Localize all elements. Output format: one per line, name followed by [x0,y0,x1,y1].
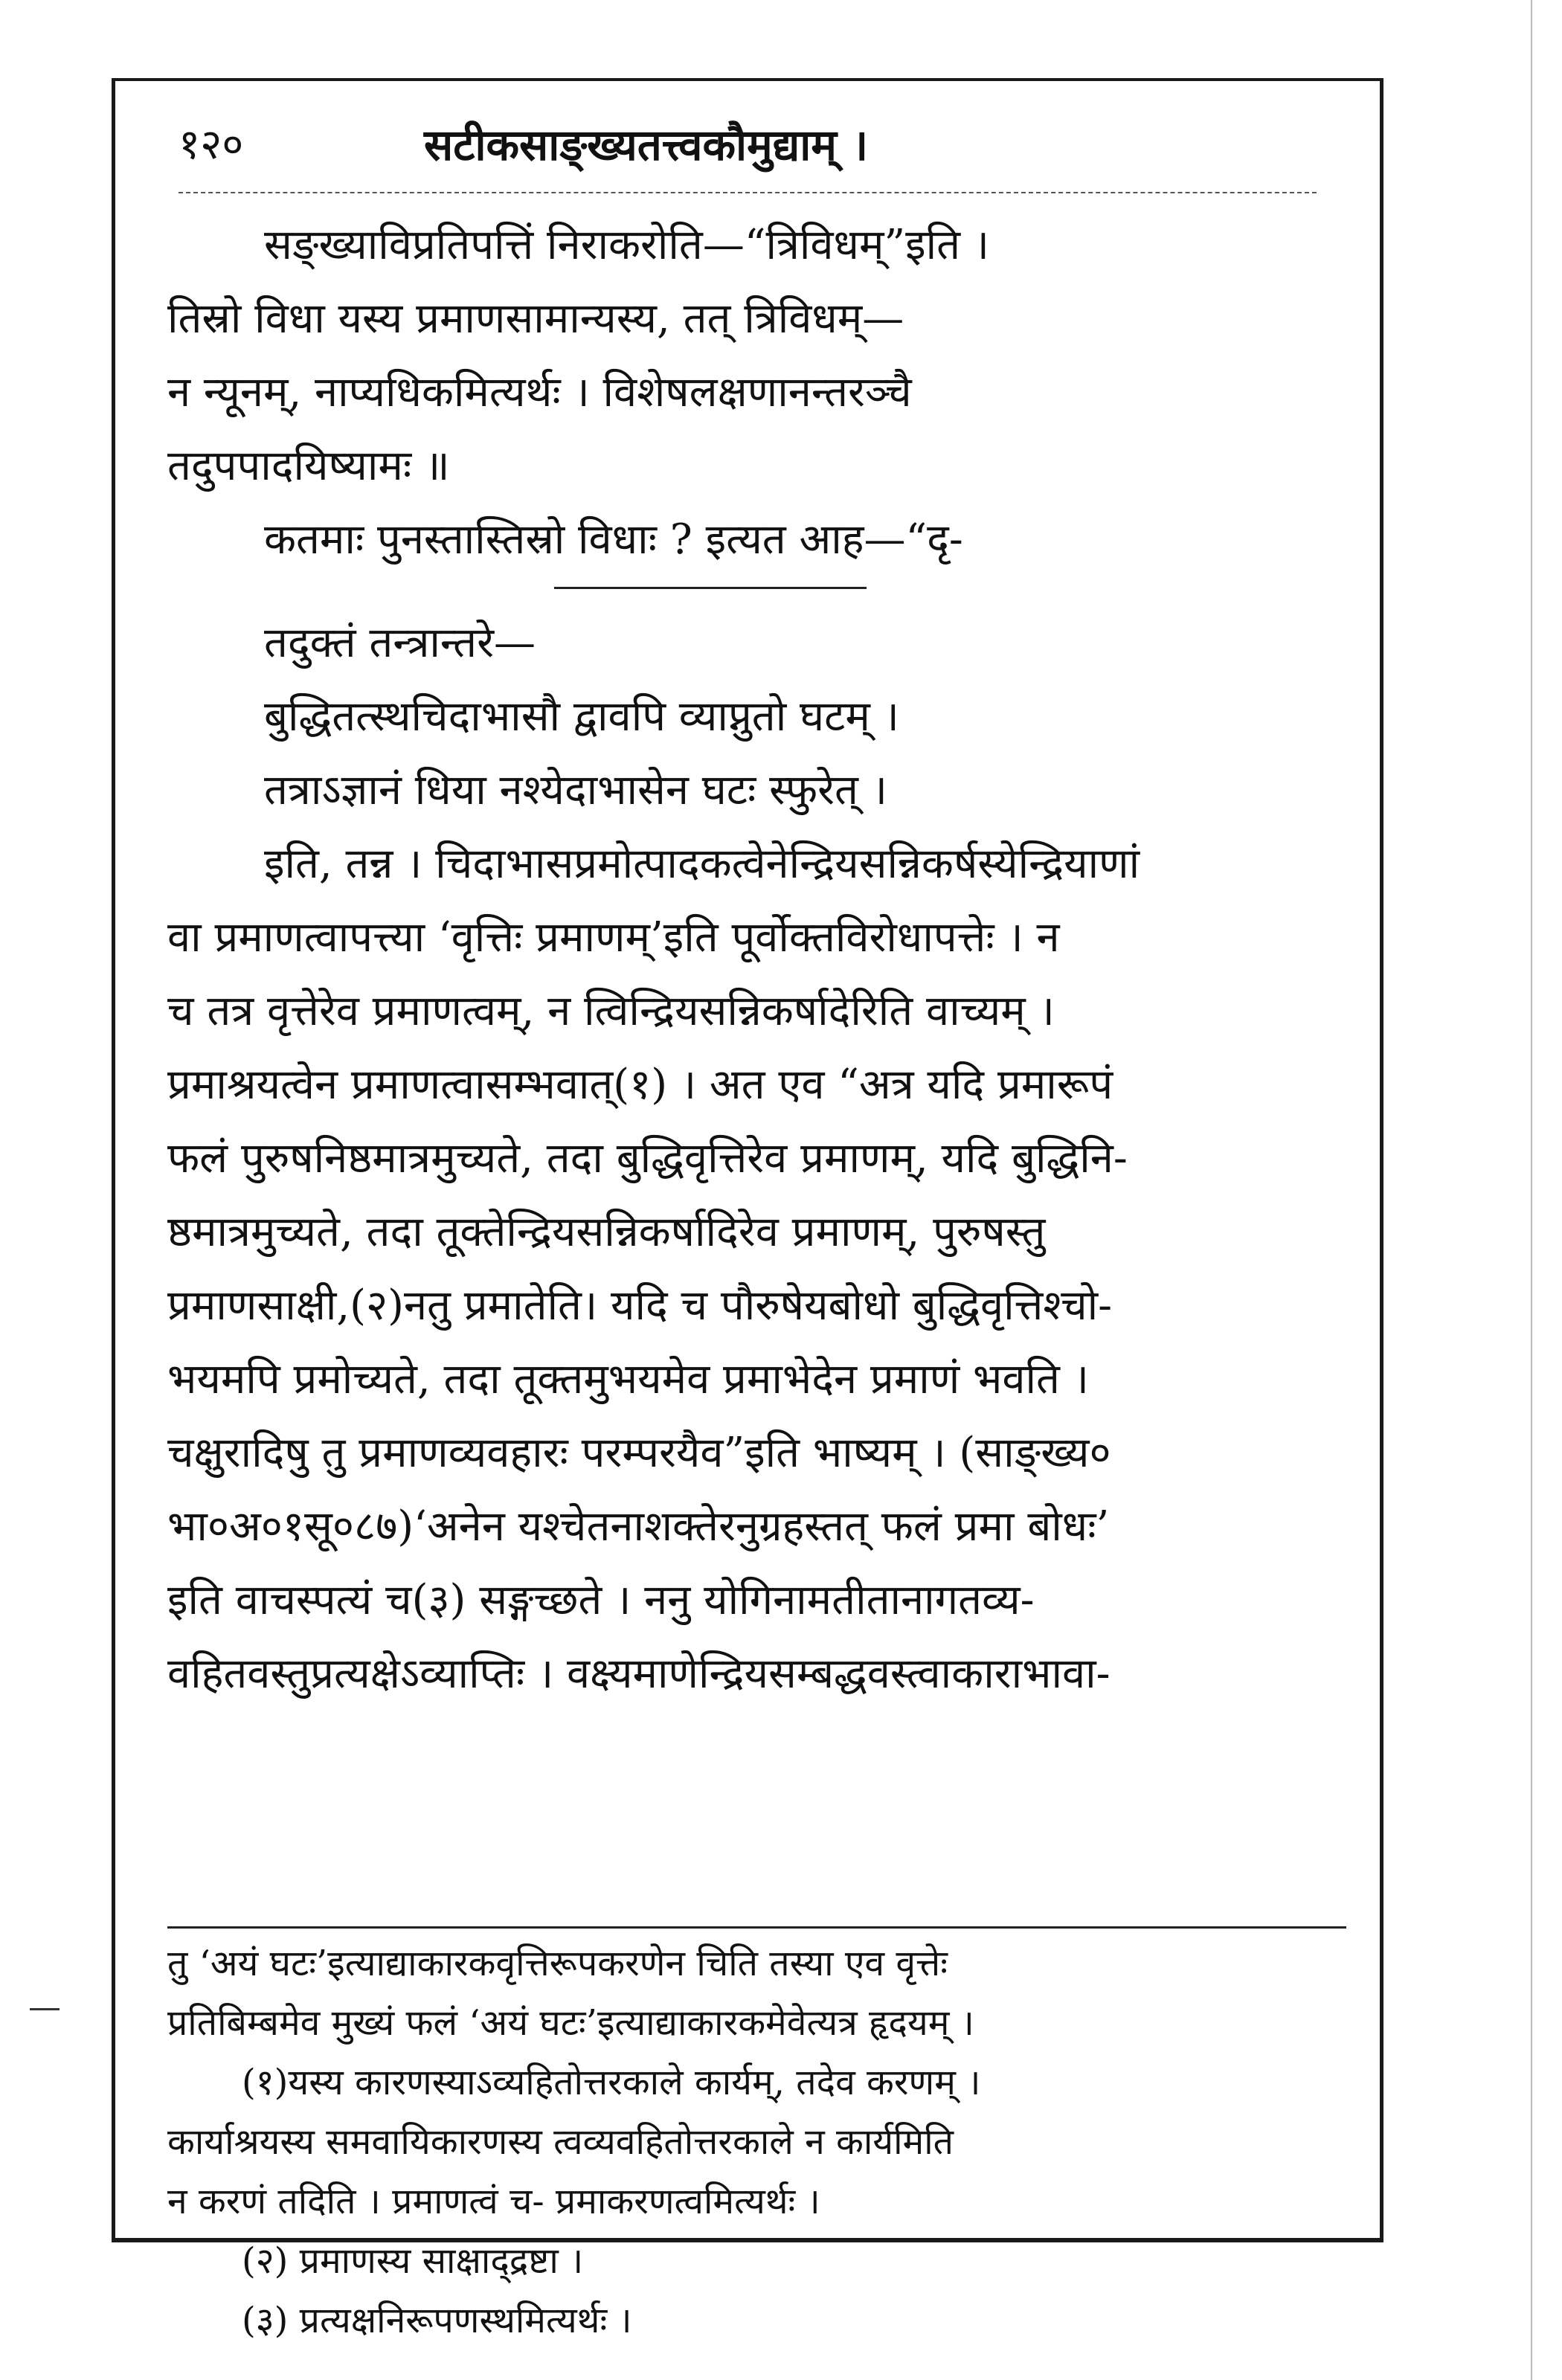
page-header [179,112,1317,178]
main-line: सङ्ख्याविप्रतिपत्तिं निराकरोति—“त्रिविधम्”इति । [264,221,990,269]
footnote-3: (३) प्रत्यक्षनिरूपणस्थमित्यर्थः । [242,2300,632,2341]
margin-mark [30,2008,60,2010]
commentary-line: वहितवस्तुप्रत्यक्षेऽव्याप्तिः । वक्ष्यमाणेन्द्रियसम्बद्धवस्त्वाकाराभावा- [167,1650,1111,1698]
commentary-line: च तत्र वृत्तेरेव प्रमाणत्वम्, न त्विन्द्रियसन्निकर्षादेरिति वाच्यम् । [167,987,1055,1035]
footnote-1: (१)यस्य कारणस्याऽव्यहितोत्तरकाले कार्यम्, तदेव करणम् । [242,2062,981,2103]
footnote-line: कार्याश्रयस्य समवायिकारणस्य त्वव्यवहितोत्तरकाले न कार्यमिति [167,2121,954,2163]
footnote-divider [167,1926,1346,1929]
commentary-line: चक्षुरादिषु तु प्रमाणव्यवहारः परम्परयैव”इति भाष्यम् । (साङ्ख्य० [167,1429,1111,1477]
footnote-line: तु ‘अयं घटः’इत्याद्याकारकवृत्तिरूपकरणेन चिति तस्या एव वृत्तेः [167,1943,948,1984]
running-title: सटीकसाङ्ख्यतत्त्वकौमुद्याम् । [424,120,869,170]
footnote-line: प्रतिबिम्बमेव मुख्यं फलं ‘अयं घटः’इत्याद्याकारकमेवेत्यत्र हृदयम् । [167,2002,974,2044]
commentary-line: भा०अ०१सू०८७)‘अनेन यश्चेतनाशक्तेरनुग्रहस्तत् फलं प्रमा बोधः’ [167,1502,1110,1551]
page-edge-line [1531,0,1532,2380]
main-line: तदुपपादयिष्यामः ॥ [167,442,450,490]
commentary-line: प्रमाश्रयत्वेन प्रमाणत्वासम्भवात्(१) । अत एव “अत्र यदि प्रमारूपं [167,1061,1113,1109]
commentary-line: फलं पुरुषनिष्ठमात्रमुच्यते, तदा बुद्धिवृत्तिरेव प्रमाणम्, यदि बुद्धिनि- [167,1134,1128,1183]
verse-line: तत्राऽज्ञानं धिया नश्येदाभासेन घटः स्फुरेत् । [264,766,887,814]
main-line: कतमाः पुनस्तास्तिस्रो विधाः ? इत्यत आह—“दृ- [264,515,963,564]
footnotes [167,1934,1343,2350]
commentary-line: प्रमाणसाक्षी,(२)नतु प्रमातेति। यदि च पौरुषेयबोधो बुद्धिवृत्तिश्चो- [167,1281,1113,1330]
footnote-line: न करणं तदिति । प्रमाणत्वं च- प्रमाकरणत्वमित्यर्थः । [167,2181,820,2222]
main-line: तिस्रो विधा यस्य प्रमाणसामान्यस्य, तत् त्रिविधम्— [167,295,904,343]
commentary-line: इति वाचस्पत्यं च(३) सङ्गच्छते । ननु योगिनामतीतानागतव्य- [167,1576,1035,1624]
page-number: १२० [179,120,244,169]
main-line: न न्यूनम्, नाप्यधिकमित्यर्थः । विशेषलक्षणानन्तरञ्चै [167,368,912,416]
commentary-line: ष्ठमात्रमुच्यते, तदा तूक्तेन्द्रियसन्निकर्षादिरेव प्रमाणम्, पुरुषस्तु [167,1208,1046,1256]
commentary-line: इति, तन्न । चिदाभासप्रमोत्पादकत्वेनेन्द्रियसन्निकर्षस्येन्द्रियाणां [264,840,1140,888]
verse-line: तदुक्तं तन्त्रान्तरे— [264,619,536,667]
verse-line: बुद्धितत्स्थचिदाभासौ द्वावपि व्याप्नुतो घटम् । [264,692,899,741]
header-divider [179,192,1317,193]
footnote-2: (२) प्रमाणस्य साक्षाद्द्रष्टा । [242,2240,584,2282]
quoted-verse [167,606,1343,827]
commentary-line: वा प्रमाणत्वापत्त्या ‘वृत्तिः प्रमाणम्’इति पूर्वोक्तविरोधापत्तेः । न [167,913,1060,962]
commentary-line: भयमपि प्रमोच्यते, तदा तूक्तमुभयमेव प्रमाभेदेन प्रमाणं भवति । [167,1355,1089,1403]
main-text [167,208,1343,1711]
section-divider [167,576,1343,606]
